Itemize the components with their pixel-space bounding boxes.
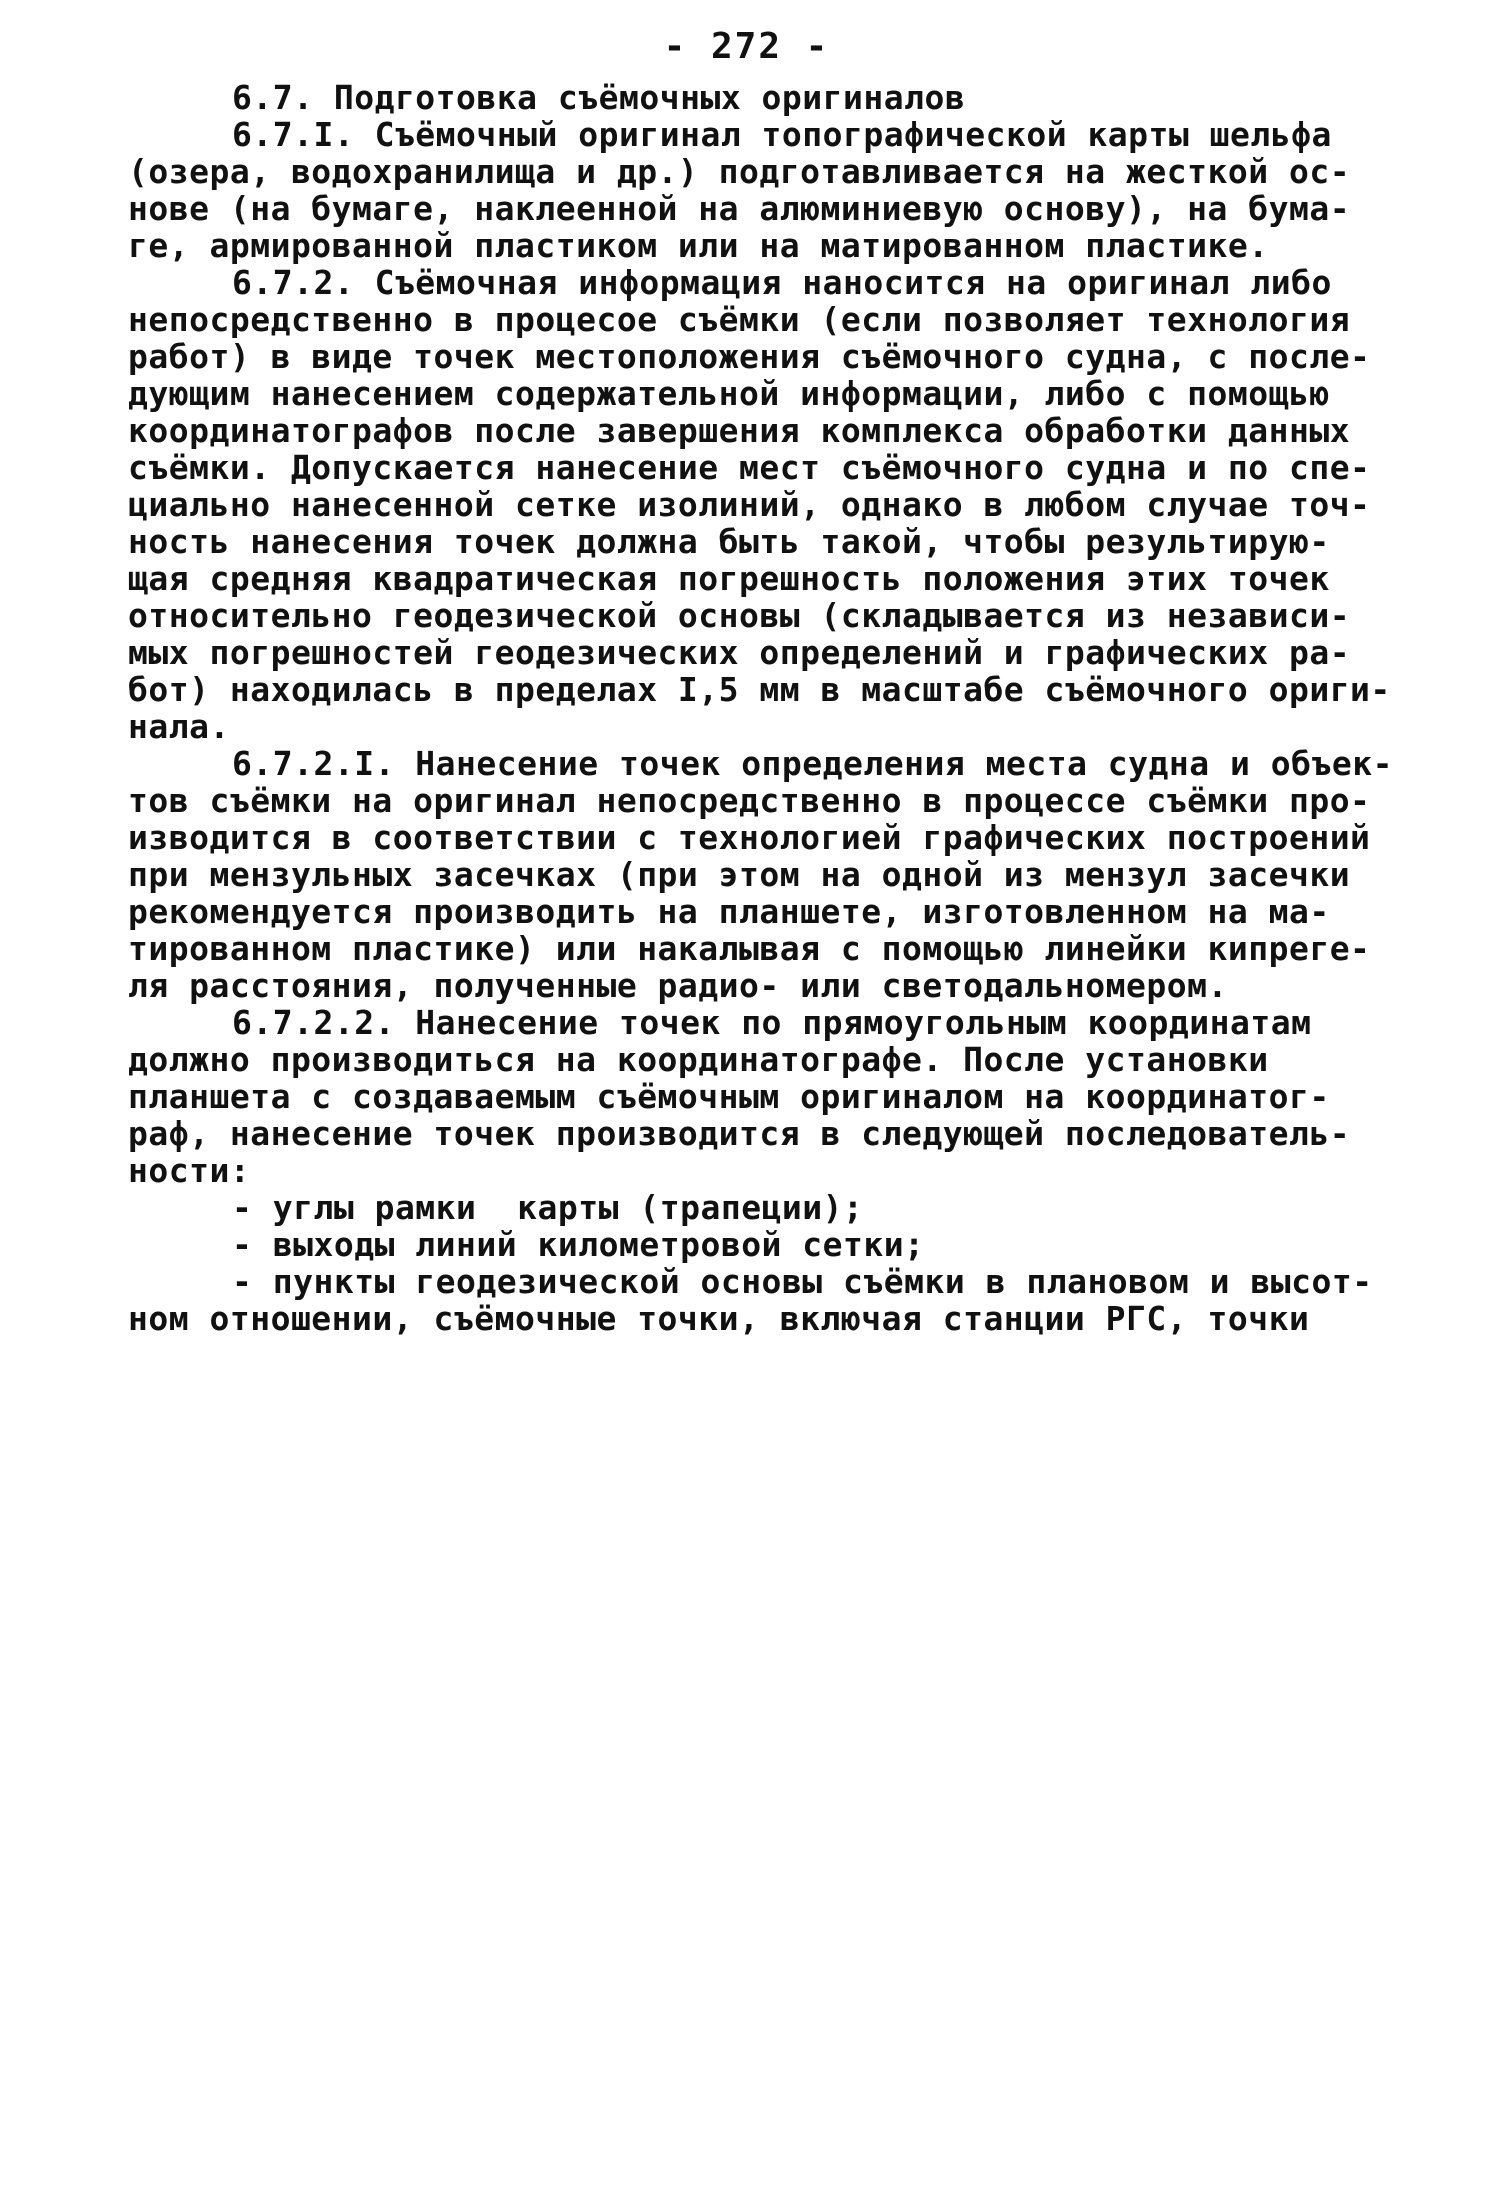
text-line: ности: — [128, 1151, 251, 1190]
text-line: координатографов после завершения комплекса обработки данных — [128, 411, 1351, 450]
text-line: нове (на бумаге, наклеенной на алюминиевую основу), на бума- — [128, 189, 1351, 228]
text-line: тов съёмки на оригинал непосредственно в процессе съёмки про- — [128, 781, 1371, 820]
text-line: 6.7.2.I. Нанесение точек определения места судна и объек- — [232, 744, 1393, 783]
text-line: ность нанесения точек должна быть такой, чтобы результирую- — [128, 522, 1330, 561]
text-line: 6.7.2. Съёмочная информация наносится на оригинал либо — [232, 263, 1332, 302]
list-item: - пункты геодезической основы съёмки в плановом и высот- — [232, 1262, 1373, 1301]
text-line: мых погрешностей геодезических определений и графических ра- — [128, 633, 1351, 672]
text-line: 6.7.I. Съёмочный оригинал топографической карты шельфа — [232, 115, 1332, 154]
text-line: изводится в соответствии с технологией графических построений — [128, 818, 1371, 857]
text-line: ге, армированной пластиком или на матированном пластике. — [128, 226, 1269, 265]
text-line: тированном пластике) или накалывая с помощью линейки кипреге- — [128, 929, 1371, 968]
text-line: 6.7.2.2. Нанесение точек по прямоугольным координатам — [232, 1003, 1312, 1042]
text-line: рекомендуется производить на планшете, изготовленном на ма- — [128, 892, 1330, 931]
section-heading: 6.7. Подготовка съёмочных оригиналов — [232, 78, 966, 117]
text-line: ном отношении, съёмочные точки, включая станции РГС, точки — [128, 1299, 1310, 1338]
list-item: - выходы линий километровой сетки; — [232, 1225, 925, 1264]
text-line: ля расстояния, полученные радио- или светодальномером. — [128, 966, 1228, 1005]
text-line: (озера, водохранилища и др.) подготавливается на жесткой ос- — [128, 152, 1351, 191]
text-line: щая средняя квадратическая погрешность положения этих точек — [128, 559, 1330, 598]
text-line: должно производиться на координатографе. После установки — [128, 1040, 1269, 1079]
text-line: дующим нанесением содержательной информации, либо с помощью — [128, 374, 1330, 413]
text-line: относительно геодезической основы (складывается из независи- — [128, 596, 1351, 635]
text-line: раф, нанесение точек производится в следующей последователь- — [128, 1114, 1351, 1153]
text-line: съёмки. Допускается нанесение мест съёмочного судна и по спе- — [128, 448, 1371, 487]
text-line: нала. — [128, 707, 230, 746]
text-line: при мензульных засечках (при этом на одной из мензул засечки — [128, 855, 1351, 894]
text-line: бот) находилась в пределах I,5 мм в масштабе съёмочного ориги- — [128, 670, 1391, 709]
text-line: циально нанесенной сетке изолиний, однако в любом случае точ- — [128, 485, 1371, 524]
text-line: работ) в виде точек местоположения съёмочного судна, с после- — [128, 337, 1371, 376]
page-number: - 272 - — [663, 26, 830, 67]
list-item: - углы рамки карты (трапеции); — [232, 1188, 864, 1227]
text-line: планшета с создаваемым съёмочным оригиналом на координатог- — [128, 1077, 1330, 1116]
text-line: непосредственно в процесое съёмки (если позволяет технология — [128, 300, 1351, 339]
